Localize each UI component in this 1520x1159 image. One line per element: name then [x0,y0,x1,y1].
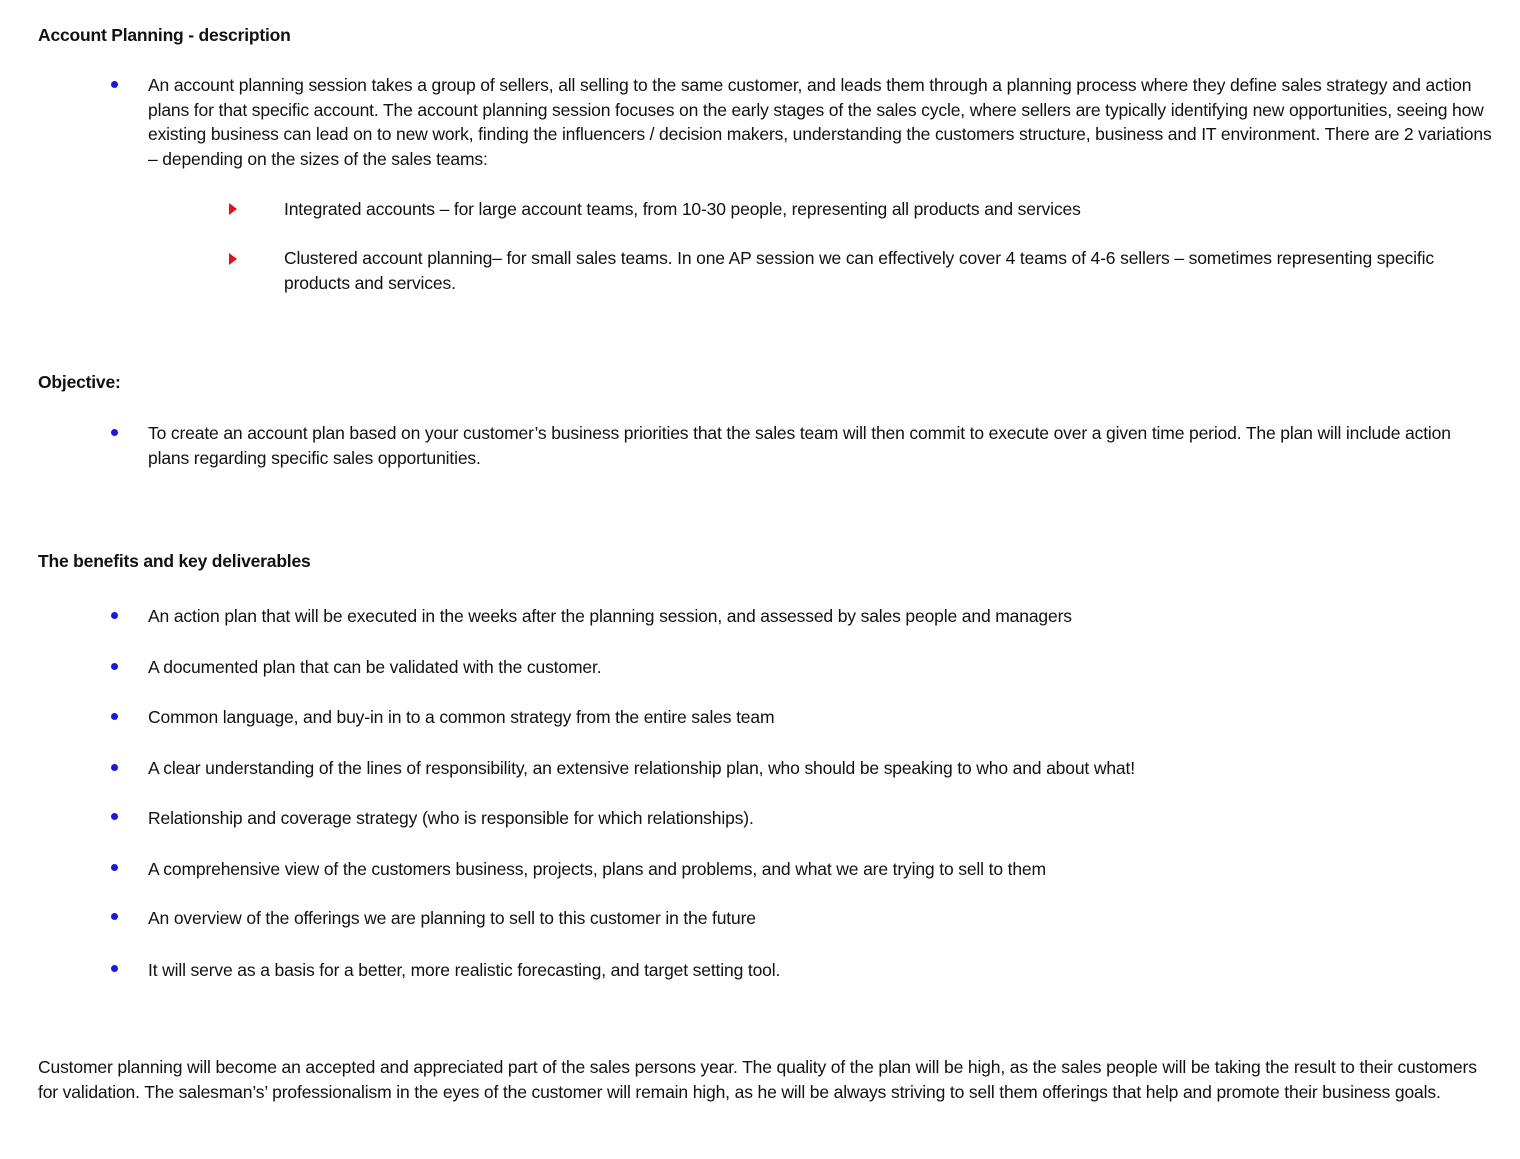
bullet-icon [111,612,118,619]
bullet-icon [111,764,118,771]
benefit-item: An overview of the offerings we are planning to sell to this customer in the future [148,908,756,928]
conclusion-paragraph: Customer planning will become an accepted and appreciated part of the sales persons year. The quality of the plan will be high, as the sales people will be taking the result to their customers for validation. The salesman’s’ professionalism in the eyes of the customer will remain high, as he will be always striving to sell them offerings that help and promote their business goals. [38,1057,1477,1102]
description-heading: Account Planning - description [38,25,291,45]
benefit-item: Common language, and buy-in in to a common strategy from the entire sales team [148,707,775,727]
benefit-item: A comprehensive view of the customers business, projects, plans and problems, and what we are trying to sell to them [148,859,1046,879]
bullet-icon [111,913,118,920]
variation-clustered: Clustered account planning– for small sales teams. In one AP session we can effectively cover 4 teams of 4-6 sellers – sometimes representing specific products and services. [284,248,1434,293]
benefits-heading: The benefits and key deliverables [38,551,311,571]
variation-integrated: Integrated accounts – for large account teams, from 10-30 people, representing all products and services [284,199,1081,219]
bullet-icon [111,663,118,670]
benefit-item: It will serve as a basis for a better, more realistic forecasting, and target setting tool. [148,960,781,980]
benefit-item: A clear understanding of the lines of responsibility, an extensive relationship plan, who should be speaking to who and about what! [148,758,1135,778]
description-intro: An account planning session takes a group of sellers, all selling to the same customer, and leads them through a planning process where they define sales strategy and action plans for that specific account. The account planning session focuses on the early stages of the sales cycle, where sellers are typically identifying new opportunities, seeing how existing business can lead on to new work, finding the influencers / decision makers, understanding the customers structure, business and IT environment. There are 2 variations – depending on the sizes of the sales teams: [148,75,1492,169]
arrow-bullet-icon [229,253,237,265]
benefit-item: A documented plan that can be validated with the customer. [148,657,602,677]
bullet-icon [111,965,118,972]
bullet-icon [111,429,118,436]
benefit-item: An action plan that will be executed in the weeks after the planning session, and assessed by sales people and managers [148,606,1072,626]
bullet-icon [111,864,118,871]
bullet-icon [111,813,118,820]
benefit-item: Relationship and coverage strategy (who is responsible for which relationships). [148,808,754,828]
arrow-bullet-icon [229,203,237,215]
objective-item: To create an account plan based on your customer’s business priorities that the sales team will then commit to execute over a given time period. The plan will include action plans regarding specific sales opportunities. [148,423,1451,468]
bullet-icon [111,713,118,720]
bullet-icon [111,81,118,88]
objective-heading: Objective: [38,372,121,392]
